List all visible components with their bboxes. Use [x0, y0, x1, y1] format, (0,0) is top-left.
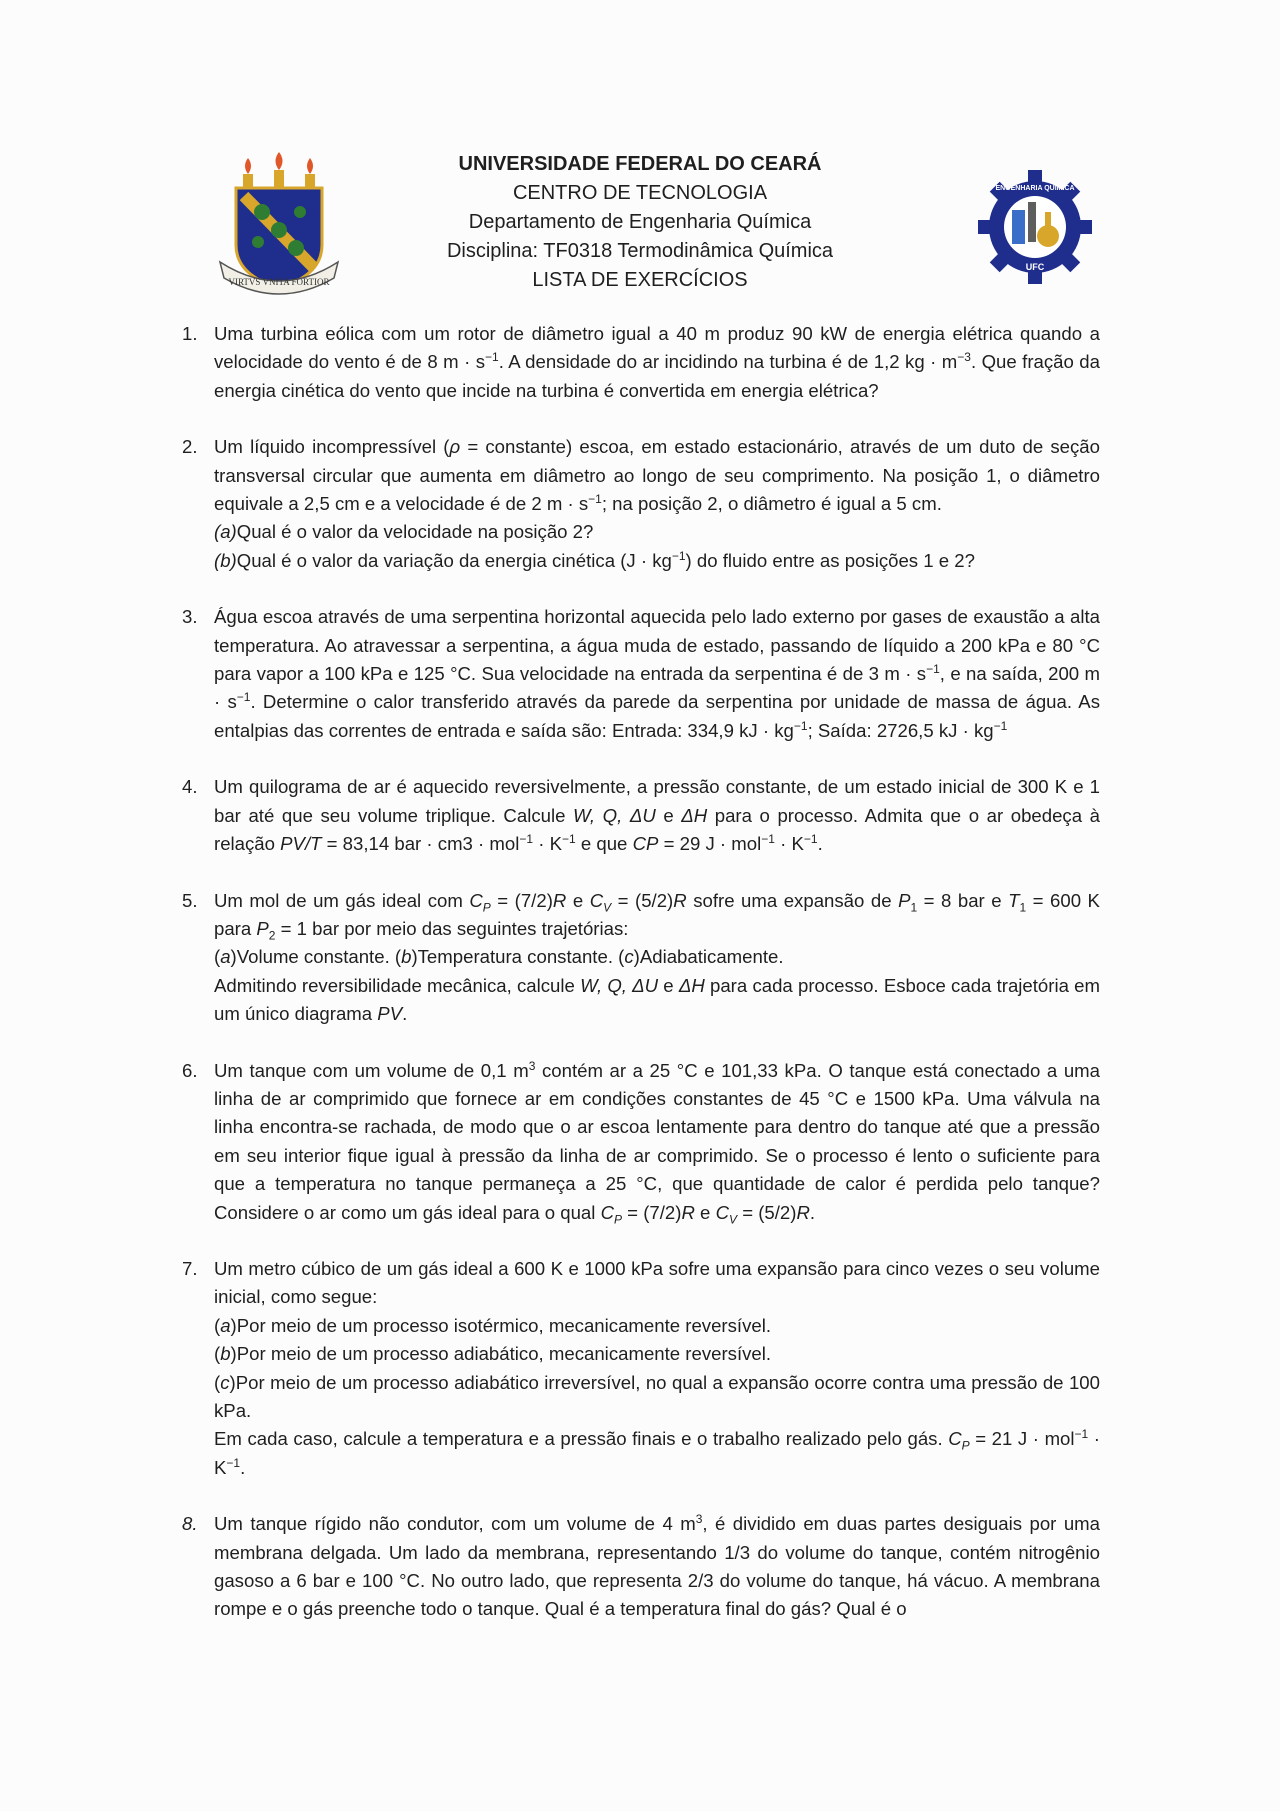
exercise-number: 8. — [182, 1513, 198, 1535]
exercise-4: 4. Um quilograma de ar é aquecido reversivelmente, a pressão constante, de um estado inicial de 300 K e 1 bar até que seu volume triplique. Calcule W, Q, ΔU e ΔH para o processo. Admita que o ar obedeça à relação PV/T = 83,14 bar · $cm3 \cdot mol^{-1} \cdot K^{-1}$ e que CP = 29 $J \cdot mol^{-1} \cdot K^{-1}$. — [174, 773, 1100, 858]
exercise-2: 2. Um líquido incompressível (ρ = constante) escoa, em estado estacionário, através de um duto de seção transversal circular que aumenta em diâmetro ao longo de seu comprimento. Na posição 1, o diâmetro equivale a 2,5 cm e a velocidade é de 2 $m \cdot s^{-1}$; na posição 2, o diâmetro é igual a 5 cm. (a)Qual é o valor da velocidade na posição 2? (b)Qual é o valor da variação da energia cinética $(J \cdot kg^{-1})$ do fluido entre as posições 1 e 2? — [174, 433, 1100, 575]
exercise-5: 5. Um mol de um gás ideal com $C_P = (7/2)R$ e $C_V = (5/2)R$ sofre uma expansão de $P_1 = 8$ bar e $T_1 = 600$ K para $P_2 = 1$ bar por meio das seguintes trajetórias: (a)Volume constante. (b)Temperatura constante. (c)Adiabaticamente. Admitindo reversibilidade mecânica, calcule W, Q, ΔU e ΔH para cada processo. Esboce cada trajetória em um único diagrama PV. — [174, 887, 1100, 1029]
logo-motto: VIRTVS VNITA FORTIOR — [228, 277, 330, 287]
exercise-3: 3. Água escoa através de uma serpentina horizontal aquecida pelo lado externo por gases de exaustão a alta temperatura. Ao atravessar a serpentina, a água muda de estado, passando de líquido a 200 kPa e 80 °C para vapor a 100 kPa e 125 °C. Sua velocidade na entrada da serpentina é de 3 $m \cdot s^{-1}$, e na saída, 200 $m \cdot s^{-1}$. Determine o calor transferido através da parede da serpentina por unidade de massa de água. As entalpias das correntes de entrada e saída são: Entrada: 334,9 kJ · $kg^{-1}$; Saída: 2726,5 kJ · $kg^{-1}$ — [174, 603, 1100, 745]
exercise-number: 4. — [182, 776, 198, 798]
exercise-6: 6. Um tanque com um volume de 0,1 $m^3$ contém ar a 25 °C e 101,33 kPa. O tanque está conectado a uma linha de ar comprimido que fornece ar em condições constantes de 45 °C e 1500 kPa. Uma válvula na linha encontra-se rachada, de modo que o ar escoa lentamente para dentro do tanque até que a pressão em seu interior fique igual à pressão da linha de ar comprimido. Se o processo é lento o suficiente para que a temperatura no tanque permaneça a 25 °C, que quantidade de calor é perdida pelo tanque? Considere o ar como um gás ideal para o qual $C_P = (7/2)R$ e $C_V = (5/2)R$. — [182, 1058, 1100, 1227]
department-name: Departamento de Engenharia Química — [468, 211, 812, 233]
exercise-1: 1. Uma turbina eólica com um rotor de diâmetro igual a 40 m produz 90 kW de energia elétrica quando a velocidade do vento é de 8 $m \cdot s^{-1}$. A densidade do ar incidindo na turbina é de 1,2 kg · $m^{-3}$. Que fração da energia cinética do vento que incide na turbina é convertida em energia elétrica? — [174, 320, 1100, 405]
exercise-7-part-a: (a)Por meio de um processo isotérmico, mecanicamente reversível. — [214, 1314, 772, 1336]
exercise-number: 3. — [182, 606, 198, 628]
list-title: LISTA DE EXERCÍCIOS — [532, 269, 748, 291]
exercise-7: 7. Um metro cúbico de um gás ideal a 600 K e 1000 kPa sofre uma expansão para cinco vezes o seu volume inicial, como segue: (a)Por meio de um processo isotérmico, mecanicamente reversível. (b)Por meio de um processo adiabático, mecanicamente reversível. (c)Por meio de um processo adiabático irreversível, no qual a expansão ocorre contra uma pressão de 100 kPa. Em cada caso, calcule a temperatura e a pressão finais e o trabalho realizado pelo gás. $C_P = 21$ $J \cdot mol^{-1} \cdot K^{-1}$. — [174, 1255, 1100, 1482]
emblem-ufc-text: UFC — [1025, 262, 1045, 272]
university-name: UNIVERSIDADE FEDERAL DO CEARÁ — [458, 153, 822, 175]
exercise-8: 8. Um tanque rígido não condutor, com um volume de 4 $m^3$, é dividido em duas partes desiguais por uma membrana delgada. Um lado da membrana, representando 1/3 do volume do tanque, contém nitrogênio gasoso a 6 bar e 100 °C. No outro lado, que representa 2/3 do volume do tanque, há vácuo. A membrana rompe e o gás preenche todo o tanque. Qual é a temperatura final do gás? Qual é o — [182, 1512, 1100, 1620]
exercise-7-part-c: (c)Por meio de um processo adiabático irreversível, no qual a expansão ocorre contra uma pressão de 100 kPa. — [214, 1371, 1100, 1421]
discipline-name: Disciplina: TF0318 Termodinâmica Química — [446, 240, 834, 262]
exercise-number: 5. — [182, 889, 198, 911]
exercise-5-trajectories: (a)Volume constante. (b)Temperatura constante. (c)Adiabaticamente. — [214, 946, 784, 968]
emblem-ring-text: ENGENHARIA QUÍMICA — [995, 185, 1075, 192]
exercise-2-part-b: (b)Qual é o valor da variação da energia cinética $(J \cdot kg^{-1})$ do fluido entre as posições 1 e 2? — [214, 548, 975, 571]
exercise-number: 7. — [182, 1257, 198, 1279]
exercise-2-part-a: (a)Qual é o valor da velocidade na posição 2? — [214, 521, 594, 543]
engenharia-quimica-gear-icon — [978, 170, 1092, 284]
center-name: CENTRO DE TECNOLOGIA — [512, 182, 768, 204]
exercise-number: 1. — [182, 323, 198, 344]
exercise-7-part-b: (b)Por meio de um processo adiabático, mecanicamente reversível. — [214, 1343, 772, 1365]
exercise-list — [174, 320, 1100, 1652]
exercise-number: 6. — [182, 1059, 198, 1081]
exercise-number: 2. — [182, 436, 198, 458]
